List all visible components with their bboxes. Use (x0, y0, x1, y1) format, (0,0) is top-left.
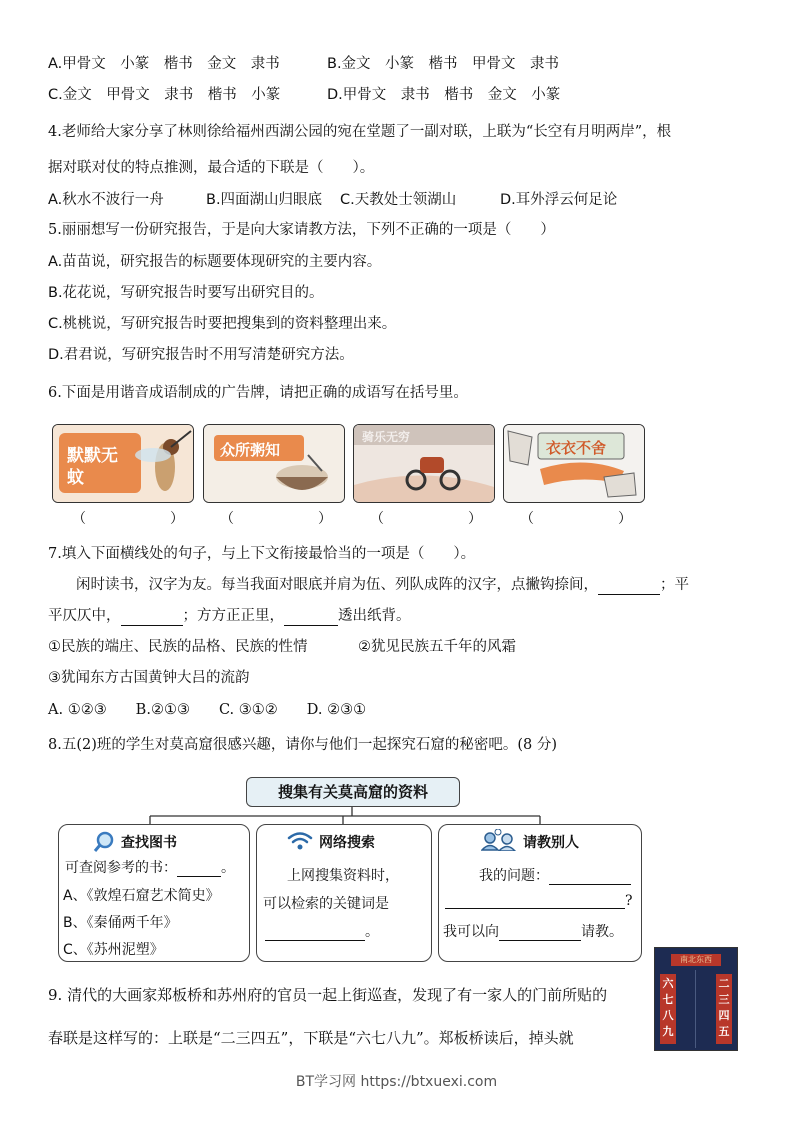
person-answer-blank[interactable] (499, 940, 581, 941)
q7-option-2: ②犹见民族五千年的风霜 (358, 639, 516, 655)
answer-paren-2-close: ） (318, 511, 332, 527)
q3-option-a: A.甲骨文 小篆 楷书 金文 隶书 (48, 56, 280, 72)
ask-end-label: 请教。 (581, 924, 623, 940)
q5-option-d: D.君君说，写研究报告时不用写清楚研究方法。 (48, 347, 354, 363)
q5-option-b: B.花花说，写研究报告时要写出研究目的。 (48, 285, 324, 301)
sign-text-4: 衣衣不舍 (546, 439, 607, 457)
box-ask-others-line2 (445, 893, 633, 909)
q5-option-a: A.苗苗说，研究报告的标题要体现研究的主要内容。 (48, 254, 382, 270)
q3-option-d: D.甲骨文 隶书 楷书 金文 小篆 (327, 87, 561, 103)
q8-stem: 8.五(2)班的学生对莫高窟很感兴趣，请你与他们一起探究石窟的秘密吧。(8 分) (48, 737, 558, 753)
answer-paren-4-open: （ (520, 511, 534, 527)
couplet-right-scroll: 二三四五 (716, 974, 732, 1044)
q3-option-c: C.金文 甲骨文 隶书 楷书 小篆 (48, 87, 281, 103)
sign-text-2: 众所粥知 (220, 441, 281, 459)
answer-paren-1-open: （ (72, 511, 86, 527)
sign-text-1: 默默无蚊 (67, 446, 118, 488)
q5-option-c: C.桃桃说，写研究报告时要把搜集到的资料整理出来。 (48, 316, 397, 332)
q7-passage-text-1: 闲时读书，汉字为友。每当我面对眼底并肩为伍、列队成阵的汉字，点撇钩捺间， (76, 577, 598, 593)
q4-option-d: D.耳外浮云何足论 (500, 192, 618, 208)
q7-choices: A. ①②③ B.②①③ C. ③①② D. ②③① (48, 702, 367, 718)
q9-line1: 9. 清代的大画家郑板桥和苏州府的官员一起上街巡查，发现了有一家人的门前所贴的 (48, 986, 608, 1004)
answer-paren-1-close: ） (170, 511, 184, 527)
question-answer-blank-2[interactable] (445, 908, 625, 909)
q7-passage-text-2: ；平 (660, 577, 689, 593)
box-ask-others-line1 (479, 865, 631, 885)
book-option-b: B、《秦俑两千年》 (63, 915, 178, 931)
box-find-books-prompt: 可查阅参考的书： (65, 860, 177, 876)
box-find-books-line1 (65, 857, 235, 877)
q7-option-1: ①民族的端庄、民族的品格、民族的性情 (48, 639, 308, 655)
answer-paren-2-open: （ (220, 511, 234, 527)
q4-option-c: C.天教处士领湖山 (340, 192, 457, 208)
box-web-search-line2: 可以检索的关键词是 (263, 896, 389, 912)
can-ask-label: 我可以向 (443, 924, 499, 940)
door-seam (695, 970, 696, 1048)
q4-option-b: B.四面湖山归眼底 (206, 192, 323, 208)
q7-passage-text-3: 平仄仄中， (48, 608, 121, 624)
answer-paren-4-close: ） (618, 511, 632, 527)
q7-stem: 7.填入下面横线处的句子，与上下文衔接最恰当的一项是（ ）。 (48, 546, 476, 562)
book-option-c: C、《苏州泥塑》 (63, 942, 164, 958)
q4-stem-line2: 据对联对仗的特点推测，最合适的下联是（ ）。 (48, 160, 375, 176)
q7-passage-text-4: ；方方正正里， (182, 608, 284, 624)
magnifier-icon (93, 831, 115, 853)
box-find-books-period: 。 (221, 860, 235, 876)
box-web-search-heading: 网络搜索 (319, 835, 375, 851)
answer-paren-3-open: （ (370, 511, 384, 527)
q8-title-box: 搜集有关莫高窟的资料 (246, 777, 460, 807)
q4-option-a: A.秋水不波行一舟 (48, 192, 164, 208)
people-question-icon (481, 829, 517, 851)
question-answer-blank-1[interactable] (549, 884, 631, 885)
box-web-search (256, 824, 432, 962)
box-ask-others-line3 (443, 921, 623, 941)
box-web-search-line1: 上网搜集资料时， (287, 868, 399, 884)
q3-option-b: B.金文 小篆 楷书 甲骨文 隶书 (327, 56, 560, 72)
q9-line2: 春联是这样写的：上联是“二三四五”，下联是“六七八九”。郑板桥读后，掉头就 (48, 1029, 574, 1047)
q5-stem: 5.丽丽想写一份研究报告，于是向大家请教方法，下列不正确的一项是（ ） (48, 222, 555, 238)
books-answer-blank[interactable] (177, 876, 221, 877)
box-find-books (58, 824, 250, 962)
my-question-label: 我的问题： (479, 868, 549, 884)
q4-stem-line1: 4.老师给大家分享了林则徐给福州西湖公园的宛在堂题了一副对联，上联为“长空有月明两岸”，根 (48, 124, 672, 140)
couplet-left-scroll: 六七八九 (660, 974, 676, 1044)
box-web-search-line3 (265, 921, 379, 941)
box-web-search-period: 。 (365, 924, 379, 940)
couplet-banner: 南北东西 (671, 954, 721, 966)
answer-paren-3-close: ） (468, 511, 482, 527)
q6-stem: 6.下面是用谐音成语制成的广告牌，请把正确的成语写在括号里。 (48, 385, 468, 401)
page-footer: BT学习网 https://btxuexi.com (295, 1074, 498, 1090)
couplet-door-illustration (654, 947, 738, 1051)
box-ask-others-heading: 请教别人 (523, 835, 579, 851)
book-option-a: A、《敦煌石窟艺术简史》 (63, 888, 220, 904)
wifi-icon (287, 831, 313, 851)
keyword-answer-blank[interactable] (265, 940, 365, 941)
q7-passage-text-5: 透出纸背。 (338, 608, 411, 624)
sign-text-3: 骑乐无穷 (362, 430, 411, 444)
box-find-books-heading: 查找图书 (121, 835, 177, 851)
question-mark: ? (625, 893, 633, 909)
box-ask-others (438, 824, 642, 962)
q7-option-3: ③犹闻东方古国黄钟大吕的流韵 (48, 670, 250, 686)
